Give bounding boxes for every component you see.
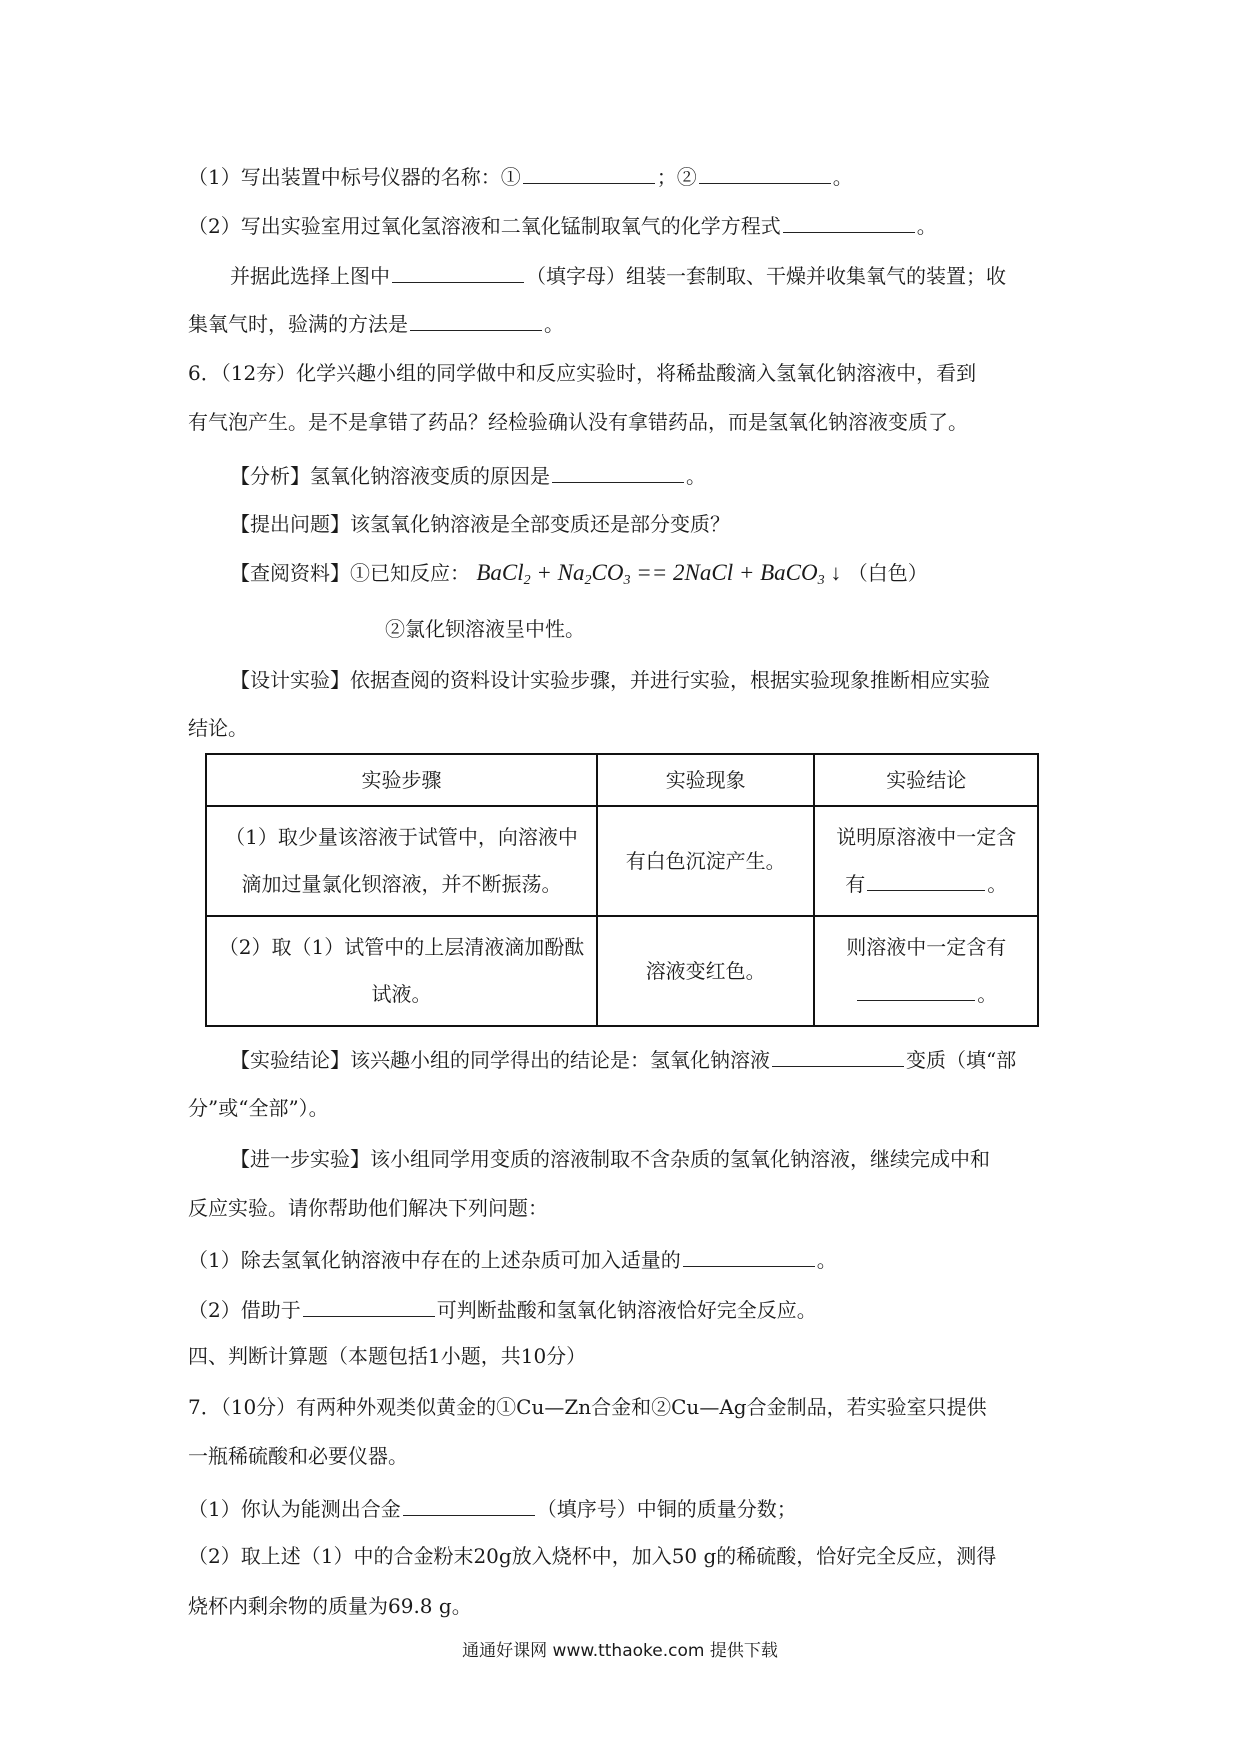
q7-sub2-line1: （2）取上述（1）中的合金粉末20g放入烧杯中，加入50 g的稀硫酸，恰好完全反应，测得 [188, 1544, 997, 1568]
q6-conclusion-text: 【实验结论】该兴趣小组的同学得出的结论是：氢氧化钠溶液 [230, 1048, 770, 1072]
q6-analysis [230, 462, 706, 488]
q5-sub1-text-b: ；② [656, 165, 697, 189]
blank-apparatus-letters[interactable] [392, 262, 524, 283]
table-row [206, 916, 1038, 1026]
q5-sub2-line2 [230, 262, 1006, 288]
q5-sub1-text: （1）写出装置中标号仪器的名称：① [188, 165, 521, 189]
q5-sub2-line2-text: 并据此选择上图中 [230, 264, 390, 288]
q6-reference-label: 【查阅资料】①已知反应： [230, 561, 470, 585]
conclusion-2-line1: 则溶液中一定含有 [846, 935, 1007, 959]
section-4-heading: 四、判断计算题（本题包括1小题，共10分） [188, 1344, 587, 1368]
q6-further-1-end: 。 [816, 1248, 837, 1272]
q6-design-line2: 结论。 [188, 716, 248, 740]
table-cell-conclusion-2 [814, 916, 1038, 1026]
step-1-line1: （1）取少量该溶液于试管中，向溶液中 [225, 825, 578, 849]
q5-sub1-end: 。 [832, 165, 853, 189]
table-cell-phenomenon-2: 溶液变红色。 [597, 916, 814, 1026]
q6-further-1 [188, 1246, 837, 1272]
table-cell-step-2 [206, 916, 597, 1026]
blank-deterioration-extent[interactable] [772, 1046, 904, 1067]
q5-sub2 [188, 212, 937, 238]
q6-intro-line2: 有气泡产生。是不是拿错了药品？经检验确认没有拿错药品，而是氢氧化钠溶液变质了。 [188, 410, 968, 434]
table-header-conclusion: 实验结论 [814, 754, 1038, 806]
q6-further-2 [188, 1296, 817, 1322]
q6-analysis-end: 。 [686, 464, 706, 488]
blank-indicator[interactable] [303, 1296, 435, 1317]
step-2-line2: 试液。 [371, 982, 432, 1006]
page-footer: 通通好课网 www.tthaoke.com 提供下载 [462, 1641, 778, 1661]
table-cell-phenomenon-1: 有白色沉淀产生。 [597, 806, 814, 916]
q5-sub2-text: （2）写出实验室用过氧化氢溶液和二氧化锰制取氧气的化学方程式 [188, 214, 781, 238]
step-2-line1: （2）取（1）试管中的上层清液滴加酚酞 [218, 935, 585, 959]
precipitate-arrow-icon: ↓ [830, 560, 842, 585]
table-header-steps: 实验步骤 [206, 754, 597, 806]
blank-instrument-2[interactable] [699, 163, 831, 184]
blank-instrument-1[interactable] [523, 163, 655, 184]
blank-reagent[interactable] [683, 1246, 815, 1267]
step-1-line2: 滴加过量氯化钡溶液，并不断振荡。 [241, 872, 562, 896]
q6-analysis-text: 【分析】氢氧化钠溶液变质的原因是 [230, 464, 550, 488]
q6-intro-line1: 6．（12夯）化学兴趣小组的同学做中和反应实验时，将稀盐酸滴入氢氧化钠溶液中，看到 [188, 361, 977, 385]
table-cell-step-1 [206, 806, 597, 916]
q6-reference [230, 561, 928, 593]
experiment-table [205, 753, 1039, 1027]
q6-conclusion-line1 [230, 1046, 1016, 1072]
blank-verify-method[interactable] [410, 310, 542, 331]
q6-design-line1: 【设计实验】依据查阅的资料设计实验步骤，并进行实验，根据实验现象推断相应实验 [230, 668, 990, 692]
q6-conclusion-line2: 分”或“全部”）。 [188, 1096, 329, 1120]
q7-line2: 一瓶稀硫酸和必要仪器。 [188, 1444, 408, 1468]
q6-question: 【提出问题】该氢氧化钠溶液是全部变质还是部分变质？ [230, 512, 730, 536]
q6-reference-note: （白色） [847, 561, 928, 585]
conclusion-2-line2 [821, 971, 1031, 1018]
q5-sub1 [188, 163, 853, 189]
blank-alloy-number[interactable] [403, 1495, 535, 1516]
q6-further-1-text: （1）除去氢氧化钠溶液中存在的上述杂质可加入适量的 [188, 1248, 681, 1272]
blank-equation[interactable] [783, 212, 915, 233]
q7-sub2-line2: 烧杯内剩余物的质量为69.8 g。 [188, 1594, 472, 1618]
blank-deterioration-reason[interactable] [552, 462, 684, 483]
q5-sub2-end: 。 [916, 214, 937, 238]
conclusion-2-end: 。 [977, 982, 998, 1006]
q5-sub2-line3 [188, 310, 564, 336]
conclusion-1-line2 [821, 861, 1031, 908]
q6-conclusion-text-b: 变质（填“部 [906, 1048, 1017, 1072]
q6-further-line2: 反应实验。请你帮助他们解决下列问题： [188, 1196, 548, 1220]
q6-further-line1: 【进一步实验】该小组同学用变质的溶液制取不含杂质的氢氧化钠溶液，继续完成中和 [230, 1147, 990, 1171]
conclusion-1-line1: 说明原溶液中一定含 [836, 825, 1017, 849]
blank-contains-1[interactable] [867, 870, 985, 891]
table-header-row [206, 754, 1038, 806]
table-header-phenomenon: 实验现象 [597, 754, 814, 806]
reaction-equation: BaCl$_2$ + $Na_2CO_3$ == 2NaCl + BaCO$_3$ ↓ [476, 560, 842, 588]
table-row [206, 806, 1038, 916]
q6-further-2-text-b: 可判断盐酸和氢氧化钠溶液恰好完全反应。 [436, 1298, 817, 1322]
q7-sub1-text-b: （填序号）中铜的质量分数； [536, 1497, 797, 1521]
q5-sub2-line3-text: 集氧气时，验满的方法是 [188, 312, 408, 336]
conclusion-1-end: 。 [987, 872, 1008, 896]
q6-further-2-text: （2）借助于 [188, 1298, 301, 1322]
table-cell-conclusion-1 [814, 806, 1038, 916]
q5-sub2-line3-end: 。 [544, 312, 564, 336]
q7-sub1 [188, 1495, 797, 1521]
blank-contains-2[interactable] [857, 980, 975, 1001]
q6-reference-2: ②氯化钡溶液呈中性。 [385, 617, 585, 641]
q5-sub2-line2-text-b: （填字母）组装一套制取、干燥并收集氧气的装置；收 [526, 264, 1006, 288]
conclusion-1-prefix: 有 [845, 872, 866, 896]
q7-line1: 7．（10分）有两种外观类似黄金的①Cu—Zn合金和②Cu—Ag合金制品，若实验室只提供 [188, 1395, 987, 1419]
q7-sub1-text: （1）你认为能测出合金 [188, 1497, 401, 1521]
